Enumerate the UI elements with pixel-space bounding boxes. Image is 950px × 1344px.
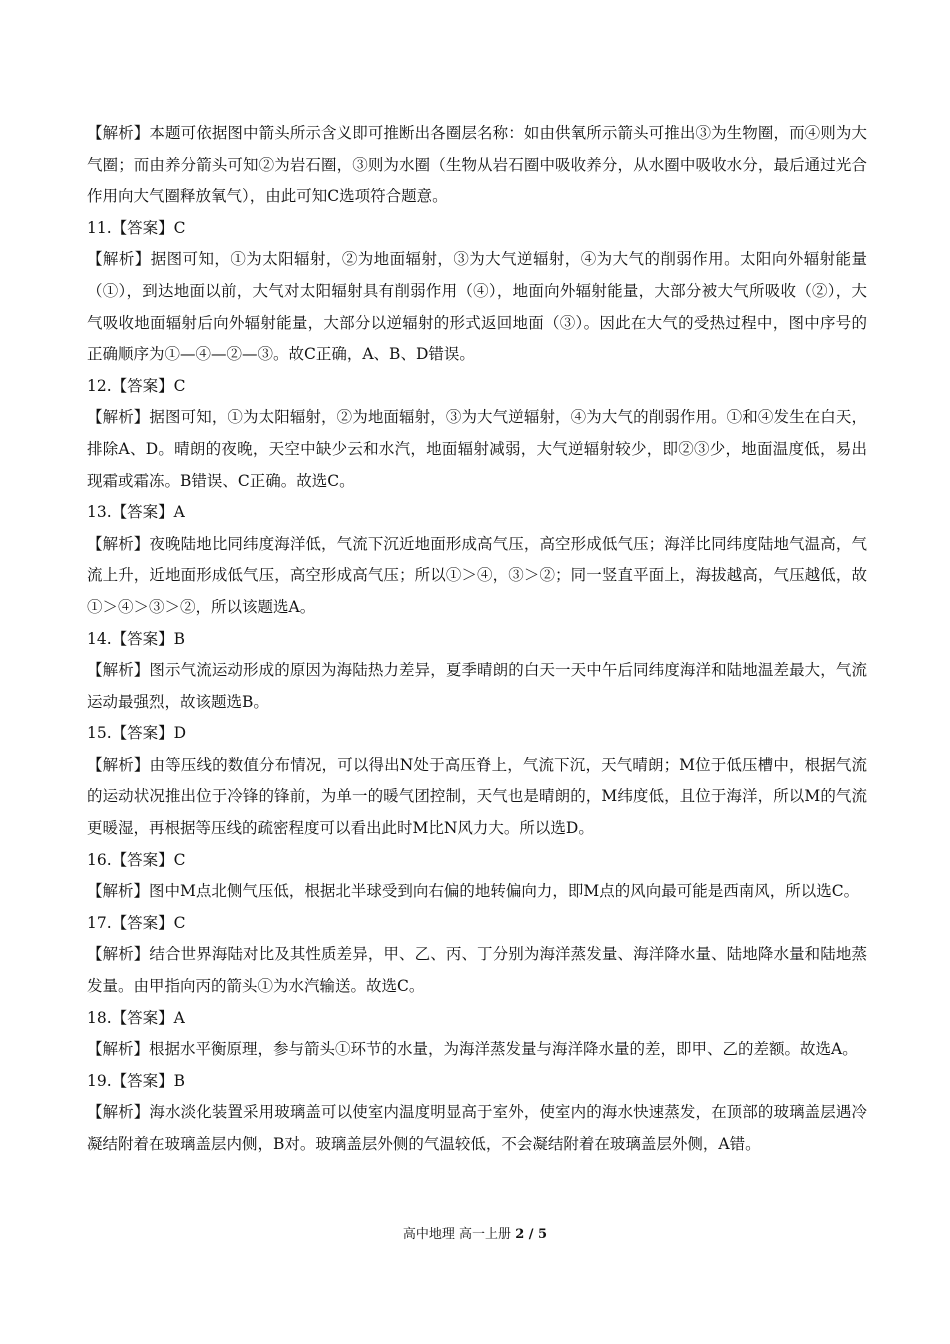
answer-line: 17.【答案】C <box>87 913 186 932</box>
answer-line: 15.【答案】D <box>87 724 187 743</box>
analysis-block: 【解析】夜晚陆地比同纬度海洋低，气流下沉近地面形成高气压，高空形成低气压；海洋比同纬度陆地气温高，气流上升，近地面形成低气压，高空形成高气压；所以①＞④，③＞②；同一竖直平面上，海拔越高，气压越低，故①＞④＞③＞②，所以该题选A。 <box>87 534 867 616</box>
answer-line: 11.【答案】C <box>87 218 186 237</box>
page-number: 2 / 5 <box>515 1227 548 1242</box>
analysis-block: 【解析】由等压线的数值分布情况，可以得出N处于高压脊上，气流下沉，天气晴朗；M位于低压槽中，根据气流的运动状况推出位于冷锋的锋前，为单一的暖气团控制，天气也是晴朗的，M纬度低，且位于海洋，所以M的气流更暖湿，再根据等压线的疏密程度可以看出此时M比N风力大。所以选D。 <box>87 755 867 838</box>
analysis-block: 【解析】本题可依据图中箭头所示含义即可推断出各圈层名称：如由供氧所示箭头可推出③为生物圈，而④则为大气圈；而由养分箭头可知②为岩石圈，③则为水圈（生物从岩石圈中吸收养分，从水圈中吸收水分，最后通过光合作用向大气圈释放氧气），由此可知C选项符合题意。 <box>87 124 867 206</box>
footer-label: 高中地理 高一上册 <box>402 1227 512 1242</box>
answer-line: 14.【答案】B <box>87 629 186 648</box>
analysis-block: 【解析】图中M点北侧气压低，根据北半球受到向右偏的地转偏向力，即M点的风向最可能是西南风，所以选C。 <box>87 882 860 901</box>
answer-line: 13.【答案】A <box>87 503 185 522</box>
analysis-block: 【解析】据图可知，①为太阳辐射，②为地面辐射，③为大气逆辐射，④为大气的削弱作用。太阳向外辐射能量（①），到达地面以前，大气对太阳辐射具有削弱作用（④），地面向外辐射能量，大部分被大气所吸收（②），大气吸收地面辐射后向外辐射能量，大部分以逆辐射的形式返回地面（③）。因此在大气的受热过程中，图中序号的正确顺序为①—④—②—③。故C正确，A、B、D错误。 <box>87 250 867 364</box>
analysis-block: 【解析】结合世界海陆对比及其性质差异，甲、乙、丙、丁分别为海洋蒸发量、海洋降水量、陆地降水量和陆地蒸发量。由甲指向丙的箭头①为水汽输送。故选C。 <box>87 945 867 996</box>
analysis-block: 【解析】根据水平衡原理，参与箭头①环节的水量，为海洋蒸发量与海洋降水量的差，即甲、乙的差额。故选A。 <box>87 1040 858 1059</box>
answer-line: 18.【答案】A <box>87 1008 185 1027</box>
analysis-block: 【解析】图示气流运动形成的原因为海陆热力差异，夏季晴朗的白天一天中午后同纬度海洋和陆地温差最大，气流运动最强烈，故该题选B。 <box>87 661 867 711</box>
analysis-block: 【解析】据图可知，①为太阳辐射，②为地面辐射，③为大气逆辐射，④为大气的削弱作用。①和④发生在白天，排除A、D。晴朗的夜晚，天空中缺少云和水汽，地面辐射减弱，大气逆辐射较少，即②③少，地面温度低，易出现霜或霜冻。B错误、C正确。故选C。 <box>87 408 867 490</box>
page-footer <box>0 1226 950 1244</box>
answer-document <box>87 118 867 1161</box>
answer-line: 12.【答案】C <box>87 376 186 395</box>
analysis-block: 【解析】海水淡化装置采用玻璃盖可以使室内温度明显高于室外，使室内的海水快速蒸发，在顶部的玻璃盖层遇冷凝结附着在玻璃盖层内侧，B对。玻璃盖层外侧的气温较低，不会凝结附着在玻璃盖层外侧，A错。 <box>87 1103 867 1153</box>
answer-line: 19.【答案】B <box>87 1071 186 1090</box>
answer-line: 16.【答案】C <box>87 850 186 869</box>
